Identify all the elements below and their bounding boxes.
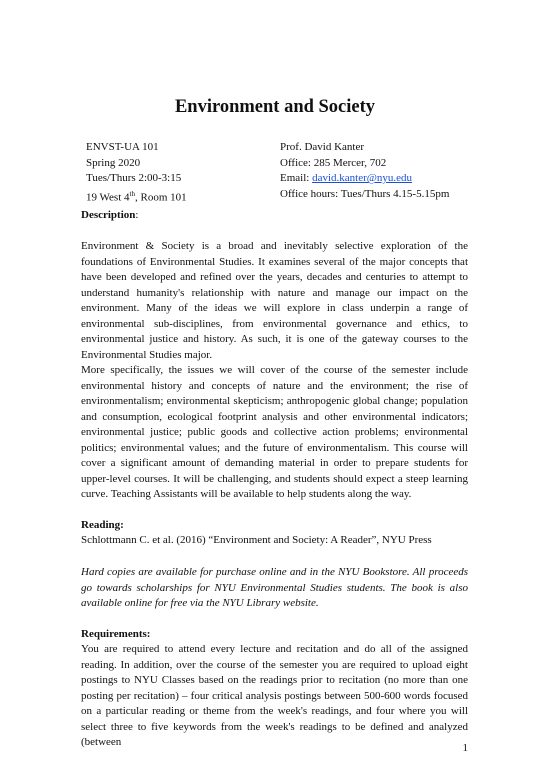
course-info bbox=[86, 140, 476, 206]
class-location-prefix: 19 West 4 bbox=[86, 191, 130, 204]
course-code: ENVST-UA 101 bbox=[86, 141, 159, 153]
description-paragraph-2: More specifically, the issues we will cover of the course of the semester include environmental history and concepts of nature and the environment; the rise of environmentalism; environmental skepticism; anthropogenic global change; population and consumption, ecological footprint analysis and other environmental indicators; environmental justice; public goods and collective action problems; environmental politics; environmental values; and the future of environmentalism. This course will cover a significant amount of demanding material in order to prepare students for upper-level courses. It will be challenging, and students should expect a steep learning curve. Teaching Assistants will be available to help students along the way. bbox=[81, 364, 468, 501]
course-info-row bbox=[86, 156, 476, 172]
page-number: 1 bbox=[462, 742, 468, 754]
description-colon: : bbox=[135, 209, 139, 221]
course-info-row bbox=[86, 140, 476, 156]
class-location bbox=[86, 187, 280, 206]
instructor-name: Prof. David Kanter bbox=[280, 141, 365, 153]
class-location-suffix: , Room 101 bbox=[134, 191, 187, 204]
course-info-row bbox=[86, 187, 476, 206]
document-title: Environment and Society bbox=[174, 97, 376, 117]
course-term: Spring 2020 bbox=[86, 156, 141, 169]
description-paragraph-1: Environment & Society is a broad and inevitably selective exploration of the foundations of Environmental Studies. It examines several of the major concepts that have been developed and refined over the years, decades and centuries to attempt to understand humanity's relationship with nature and manage our impact on the environment. Many of the ideas we will explore in class underpin a range of environmental sub-disciplines, from environmental governance and ethics, to environmental justice and history. As such, it is one of the gateway courses to the Environmental Studies major. bbox=[81, 240, 468, 361]
ordinal-suffix: th bbox=[129, 189, 135, 198]
requirements-heading: Requirements: bbox=[81, 628, 151, 640]
email-line bbox=[280, 171, 412, 187]
requirements-text: You are required to attend every lecture and recitation and do all of the assigned reading. In addition, over the course of the semester you are required to upload eight postings to NYU Classes based on the readings prior to recitation (no more than one posting per recitation) – four critical analysis postings between 500-600 words focused on a particular reading or theme from the week's readings, and four where you will select three to five keywords from the week's readings to be defined and analyzed (between bbox=[81, 643, 468, 749]
office-location: Office: 285 Mercer, 702 bbox=[280, 156, 387, 169]
office-hours: Office hours: Tues/Thurs 4.15-5.15pm bbox=[280, 187, 450, 200]
email-link[interactable]: david.kanter@nyu.edu bbox=[312, 172, 413, 185]
reading-heading: Reading: bbox=[81, 519, 124, 531]
course-info-row bbox=[86, 171, 476, 187]
class-schedule: Tues/Thurs 2:00-3:15 bbox=[86, 172, 182, 185]
description-heading-line bbox=[81, 208, 468, 224]
reading-note: Hard copies are available for purchase online and in the NYU Bookstore. All proceeds go towards scholarships for NYU Environmental Studies students. The book is also available online for free via the NYU Library website. bbox=[81, 566, 468, 610]
email-label: Email: bbox=[280, 172, 313, 185]
description-heading: Description bbox=[81, 209, 136, 221]
reading-citation: Schlottmann C. et al. (2016) “Environment and Society: A Reader”, NYU Press bbox=[81, 534, 432, 546]
